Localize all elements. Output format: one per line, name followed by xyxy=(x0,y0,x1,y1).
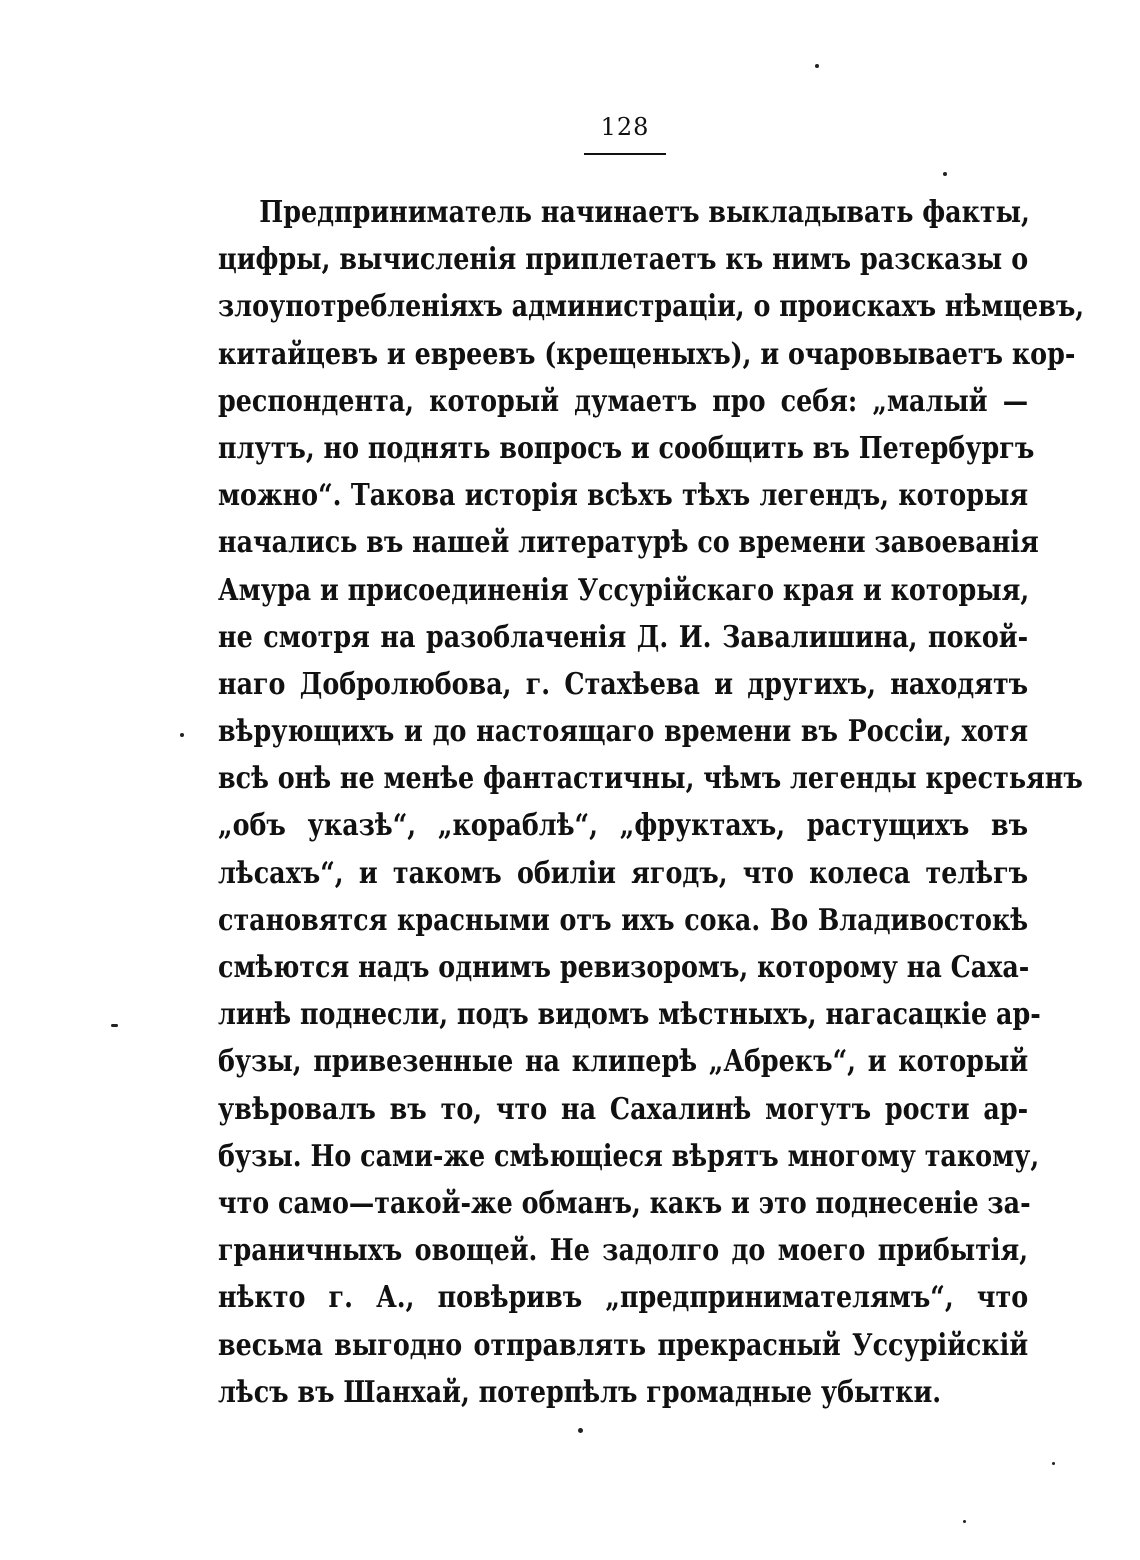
text-line: респондента, который думаетъ про себя: „малый — xyxy=(218,382,1029,418)
text-line: смѣются надъ однимъ ревизоромъ, которому на Саха- xyxy=(218,949,1030,984)
text-line: Амура и присоединенія Уссурійскаго края и которыя, xyxy=(218,571,1030,607)
text-line: начались въ нашей литературѣ со времени завоеванія xyxy=(218,524,1039,560)
page-number-rule xyxy=(584,153,666,155)
scan-speck xyxy=(111,1024,118,1027)
text-line: китайцевъ и евреевъ (крещеныхъ), и очаровываетъ кор- xyxy=(218,335,1076,371)
text-line: весьма выгодно отправлять прекрасный Уссурійскій xyxy=(218,1326,1029,1362)
text-line: линѣ поднесли, подъ видомъ мѣстныхъ, нагасацкіе ар- xyxy=(218,996,1041,1032)
scan-speck xyxy=(943,172,947,176)
text-line: можно“. Такова исторія всѣхъ тѣхъ легендъ, которыя xyxy=(218,477,1029,513)
scan-speck xyxy=(180,733,184,737)
text-line: что само—такой-же обманъ, какъ и это поднесеніе за- xyxy=(218,1184,1031,1220)
text-line: увѣровалъ въ то, что на Сахалинѣ могутъ рости ар- xyxy=(218,1090,1029,1126)
text-line: „объ указѣ“, „кораблѣ“, „фруктахъ, растущихъ въ xyxy=(218,807,1029,843)
text-line: всѣ онѣ не менѣе фантастичны, чѣмъ легенды крестьянъ xyxy=(218,760,1083,796)
text-line: цифры, вычисленія приплетаетъ къ нимъ разсказы о xyxy=(218,241,1029,277)
text-line: наго Добролюбова, г. Стахѣева и другихъ, находятъ xyxy=(218,665,1029,701)
text-line: вѣрующихъ и до настоящаго времени въ Россіи, хотя xyxy=(218,713,1029,749)
text-line: Предприниматель начинаетъ выкладывать факты, xyxy=(259,194,1030,229)
text-line: лѣсъ въ Шанхай, потерпѣлъ громадные убытки. xyxy=(218,1373,942,1409)
text-line: злоупотребленіяхъ администраціи, о проискахъ нѣмцевъ, xyxy=(218,288,1085,324)
page-number: 128 xyxy=(600,113,650,141)
text-line: бузы, привезенные на клиперѣ „Абрекъ“, и который xyxy=(218,1043,1029,1079)
scan-speck xyxy=(963,1520,966,1523)
scan-speck xyxy=(1052,1462,1055,1465)
body-paragraph xyxy=(218,188,1085,1415)
scan-speck xyxy=(578,1428,583,1433)
text-line: бузы. Но сами-же смѣющіеся вѣрятъ многому такому, xyxy=(218,1137,1040,1173)
text-line: лѣсахъ“, и такомъ обиліи ягодъ, что колеса телѣгъ xyxy=(218,854,1029,890)
text-line: становятся красными отъ ихъ сока. Во Владивостокѣ xyxy=(218,901,1029,937)
text-line: граничныхъ овощей. Не задолго до моего прибытія, xyxy=(218,1232,1029,1268)
scan-speck xyxy=(815,64,819,68)
text-line: нѣкто г. А., повѣривъ „предпринимателямъ“, что xyxy=(218,1279,1029,1315)
text-line: плутъ, но поднять вопросъ и сообщить въ Петербургъ xyxy=(218,429,1035,465)
text-line: не смотря на разоблаченія Д. И. Завалишина, покой- xyxy=(218,618,1029,654)
